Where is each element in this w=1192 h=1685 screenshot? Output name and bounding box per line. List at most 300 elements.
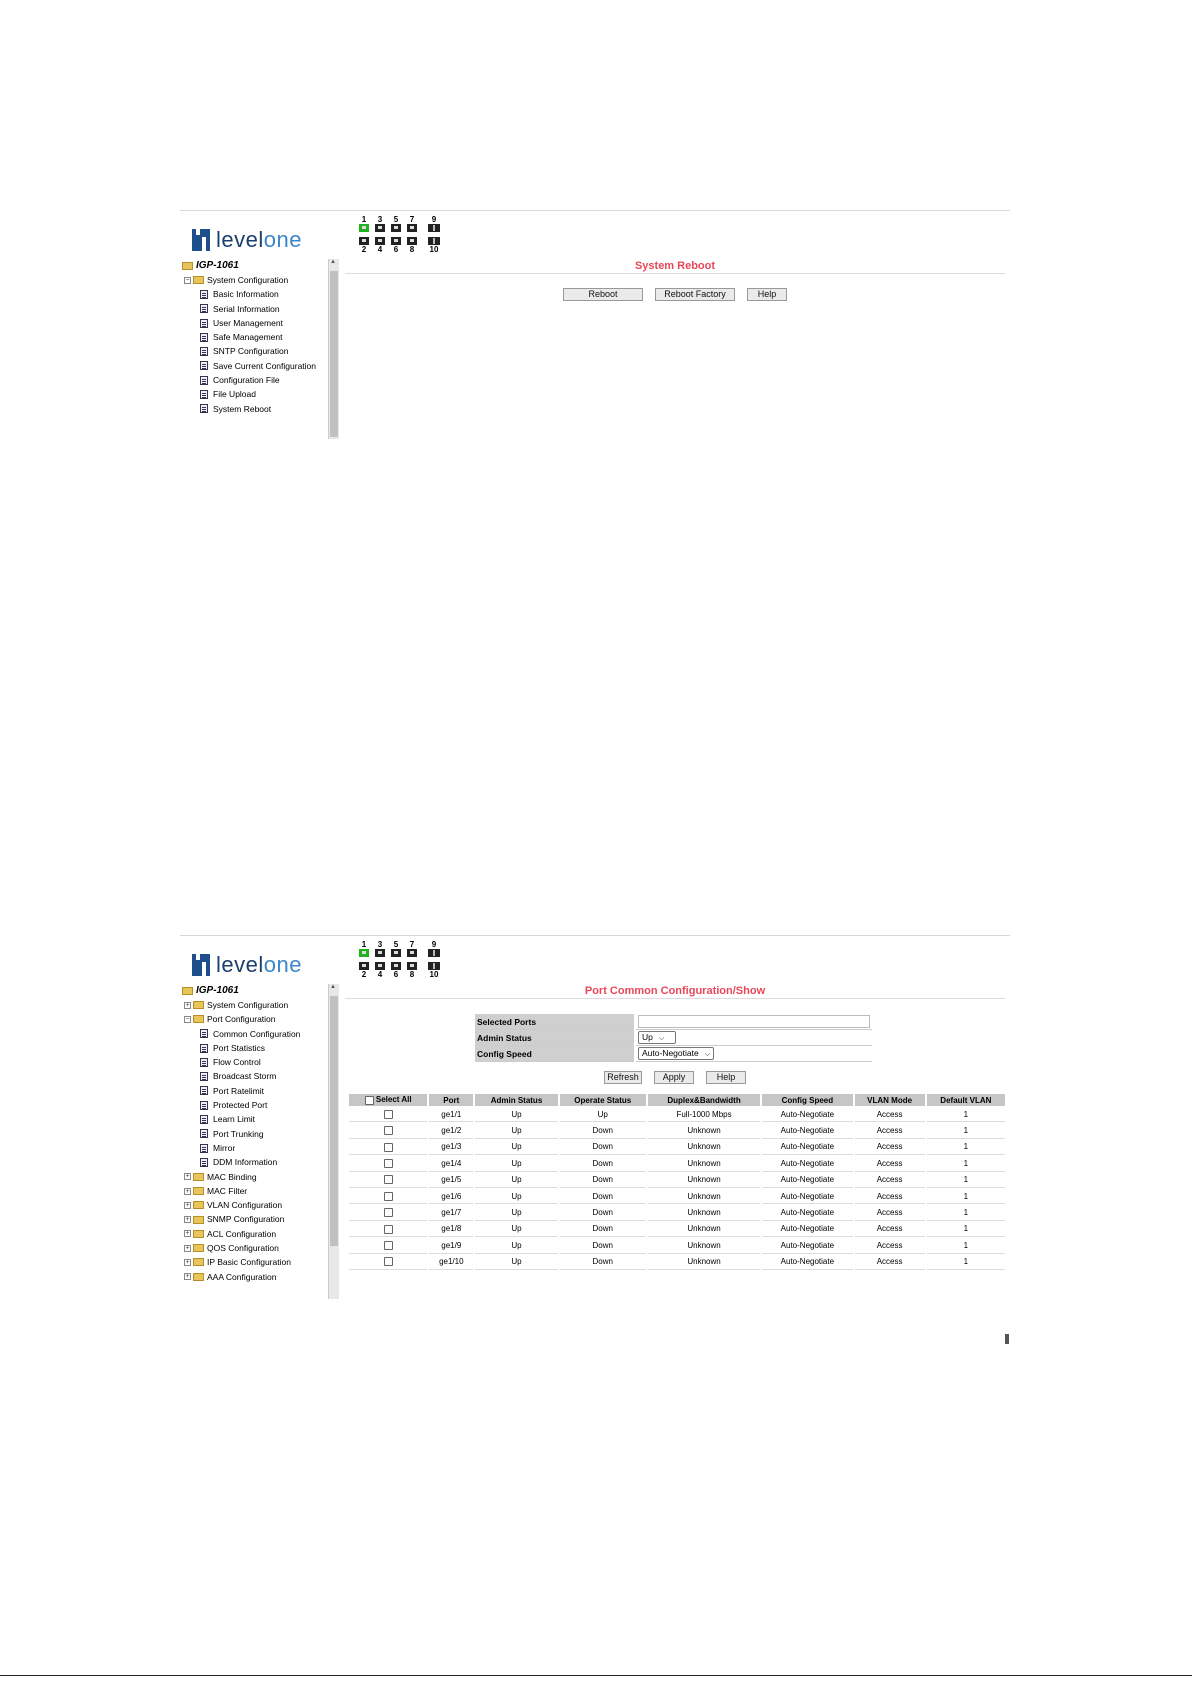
tree-item-label: User Management [213,317,283,328]
tree-item-label: Basic Information [213,289,279,300]
table-cell: Auto-Negotiate [762,1140,852,1155]
port-number-bottom: 8 [409,970,415,979]
row-select-cell[interactable] [349,1123,427,1138]
table-cell: 1 [927,1238,1005,1253]
table-cell: Unknown [648,1189,760,1204]
tree-item-label: System Reboot [213,403,272,414]
tree-item-label: IP Basic Configuration [207,1257,291,1268]
table-row [349,1140,1005,1155]
tree-item-label: Serial Information [213,303,280,314]
logo-text-level: level [216,227,264,252]
table-cell: Down [560,1205,646,1220]
tree-item-label: Flow Control [213,1057,261,1068]
document-icon [200,390,208,399]
tree-item-label: QOS Configuration [207,1243,279,1254]
port-panel [358,215,458,259]
table-cell: 1 [927,1173,1005,1188]
row-select-cell[interactable] [349,1189,427,1204]
document-icon [200,1058,208,1067]
main-content [345,984,1005,1299]
table-cell: Up [475,1173,557,1188]
tree-item-mac-binding[interactable] [182,1170,328,1184]
tree-root-label: IGP-1061 [196,260,239,271]
tree-item-system-configuration[interactable] [182,273,328,287]
logo-text-level: level [216,952,264,977]
navigation-tree [182,984,328,1299]
folder-closed-icon [193,1244,204,1252]
document-icon [200,347,208,356]
table-cell: ge1/10 [429,1255,473,1270]
table-cell: Access [855,1189,925,1204]
port-number-top: 1 [361,940,367,949]
tree-item-system-reboot[interactable] [182,402,328,416]
port-3-icon[interactable] [375,224,385,232]
table-cell: 1 [927,1222,1005,1237]
document-icon [200,1101,208,1110]
scroll-indicator [1005,1334,1009,1344]
tree-root-label: IGP-1061 [196,985,239,996]
table-cell: 1 [927,1189,1005,1204]
expand-toggle-icon[interactable]: + [185,1273,190,1281]
tree-item-broadcast-storm[interactable] [182,1069,328,1083]
tree-item-label: Learn Limit [213,1114,256,1125]
folder-closed-icon [193,1216,204,1224]
table-cell: ge1/6 [429,1189,473,1204]
tree-item-label: Port Ratelimit [213,1085,265,1096]
port-5-icon[interactable] [391,949,401,957]
table-cell: Up [475,1107,557,1122]
port-column [374,215,386,254]
main-content [345,259,1005,301]
folder-open-icon [182,987,193,995]
tree-item-file-upload[interactable] [182,387,328,401]
table-cell: ge1/2 [429,1123,473,1138]
table-row [349,1156,1005,1171]
table-cell: Unknown [648,1222,760,1237]
port-column [358,940,370,979]
table-cell: Access [855,1123,925,1138]
table-row [349,1255,1005,1270]
tree-item-qos-configuration[interactable] [182,1241,328,1255]
collapse-toggle-icon[interactable]: − [185,1015,190,1023]
tree-item-acl-configuration[interactable] [182,1227,328,1241]
table-cell: ge1/1 [429,1107,473,1122]
table-cell: ge1/8 [429,1222,473,1237]
table-cell: Up [475,1123,557,1138]
row-select-cell[interactable] [349,1156,427,1171]
folder-closed-icon [193,1273,204,1281]
port-number-top: 9 [431,215,437,224]
row-checkbox[interactable] [384,1225,393,1234]
chevron-down-icon: ⌵ [704,1051,711,1058]
tree-scrollbar[interactable] [328,259,339,439]
tree-item-label: Safe Management [213,332,283,343]
tree-item-label: MAC Filter [207,1185,248,1196]
expand-toggle-icon[interactable]: + [185,1187,190,1195]
table-cell: Down [560,1140,646,1155]
row-select-cell[interactable] [349,1205,427,1220]
document-icon [200,376,208,385]
row-checkbox[interactable] [384,1192,393,1201]
tree-item-label: Save Current Configuration [213,360,317,371]
tree-item-label: Mirror [213,1142,236,1153]
port-column [390,215,402,254]
logo-text-one: one [263,952,302,977]
port-1-icon[interactable] [359,949,369,957]
select-all-header[interactable] [349,1094,427,1106]
tree-item-aaa-configuration[interactable] [182,1270,328,1284]
expand-toggle-icon[interactable]: + [185,1001,190,1009]
refresh-button[interactable]: Refresh [604,1071,642,1084]
expand-toggle-icon[interactable]: + [185,1244,190,1252]
table-cell: Access [855,1255,925,1270]
port-number-bottom: 4 [377,245,383,254]
selected-ports-input[interactable] [638,1015,870,1028]
table-cell: 1 [927,1123,1005,1138]
port-number-bottom: 4 [377,970,383,979]
table-row [349,1107,1005,1122]
port-column [428,215,440,254]
row-checkbox[interactable] [384,1175,393,1184]
apply-button[interactable]: Apply [654,1071,694,1084]
table-cell: Access [855,1107,925,1122]
document-icon [200,404,208,413]
tree-item-label: DDM Information [213,1157,278,1168]
tree-item-flow-control[interactable] [182,1055,328,1069]
table-cell: Auto-Negotiate [762,1255,852,1270]
folder-open-icon [193,1015,204,1023]
expand-toggle-icon[interactable]: + [185,1201,190,1209]
port-3-icon[interactable] [375,949,385,957]
tree-item-port-configuration[interactable] [182,1012,328,1026]
expand-toggle-icon[interactable]: + [185,1230,190,1238]
document-icon [200,1158,208,1167]
port-10-icon[interactable] [428,237,440,245]
port-7-icon[interactable] [407,949,417,957]
table-cell: Unknown [648,1238,760,1253]
port-number-bottom: 10 [429,245,439,254]
port-6-icon[interactable] [391,237,401,245]
table-cell: Down [560,1189,646,1204]
table-cell: Access [855,1222,925,1237]
tree-item-label: System Configuration [207,275,289,285]
document-icon [200,1044,208,1053]
select-all-checkbox[interactable] [365,1096,374,1105]
document-icon [200,1115,208,1124]
tree-item-label: Port Configuration [207,1014,276,1025]
tree-item-label: File Upload [213,389,256,400]
table-cell: Access [855,1238,925,1253]
page-title: Port Common Configuration/Show [345,984,1005,999]
port-column [428,940,440,979]
table-cell: Down [560,1222,646,1237]
screenshot-system-reboot [180,210,1010,439]
tree-item-safe-management[interactable] [182,330,328,344]
tree-item-label: Port Trunking [213,1128,264,1139]
folder-closed-icon [193,1187,204,1195]
port-number-bottom: 2 [361,245,367,254]
table-cell: Auto-Negotiate [762,1173,852,1188]
table-row [349,1189,1005,1204]
screenshot-port-common-configuration [180,935,1010,1299]
tree-root[interactable] [182,984,328,998]
tree-item-user-management[interactable] [182,316,328,330]
table-row [349,1123,1005,1138]
row-checkbox[interactable] [384,1143,393,1152]
port-5-icon[interactable] [391,224,401,232]
tree-item-label: AAA Configuration [207,1271,277,1282]
table-cell: Unknown [648,1156,760,1171]
port-number-top: 7 [409,215,415,224]
table-cell: Down [560,1255,646,1270]
tree-item-vlan-configuration[interactable] [182,1198,328,1212]
tree-item-common-configuration[interactable] [182,1027,328,1041]
port-config-form [475,1014,872,1062]
row-select-cell[interactable] [349,1140,427,1155]
action-button-row [345,1071,1005,1084]
column-header-admin-status: Admin Status [475,1094,557,1106]
row-select-cell[interactable] [349,1173,427,1188]
expand-toggle-icon[interactable]: + [185,1216,190,1224]
tree-item-port-ratelimit[interactable] [182,1084,328,1098]
config-speed-label: Config Speed [475,1046,635,1062]
port-column [406,940,418,979]
tree-item-configuration-file[interactable] [182,373,328,387]
tree-item-label: ACL Configuration [207,1228,277,1239]
row-checkbox[interactable] [384,1257,393,1266]
select-all-label: Select All [375,1095,412,1105]
port-4-icon[interactable] [375,962,385,970]
port-number-top: 3 [377,940,383,949]
port-column [406,215,418,254]
reboot-button[interactable]: Reboot [563,288,643,301]
tree-root[interactable] [182,259,328,273]
help-button[interactable]: Help [706,1071,746,1084]
scrollbar-thumb[interactable] [330,996,338,1246]
column-header-vlan-mode: VLAN Mode [855,1094,925,1106]
port-number-top: 9 [431,940,437,949]
table-cell: Unknown [648,1140,760,1155]
tree-item-serial-information[interactable] [182,302,328,316]
table-row [349,1222,1005,1237]
row-checkbox[interactable] [384,1159,393,1168]
table-cell: Access [855,1156,925,1171]
tree-item-label: MAC Binding [207,1171,257,1182]
column-header-config-speed: Config Speed [762,1094,852,1106]
port-9-icon[interactable] [428,224,440,232]
tree-item-label: Port Statistics [213,1042,265,1053]
reboot-button-row [345,288,1005,301]
table-cell: 1 [927,1255,1005,1270]
port-number-bottom: 6 [393,970,399,979]
chevron-down-icon: ⌵ [658,1035,665,1042]
expand-toggle-icon[interactable]: + [185,1173,190,1181]
port-number-top: 5 [393,940,399,949]
tree-item-port-statistics[interactable] [182,1041,328,1055]
tree-item-ip-basic-configuration[interactable] [182,1255,328,1269]
tree-item-snmp-configuration[interactable] [182,1212,328,1226]
row-select-cell[interactable] [349,1238,427,1253]
port-column [390,940,402,979]
table-cell: ge1/9 [429,1238,473,1253]
port-column [374,940,386,979]
row-select-cell[interactable] [349,1255,427,1270]
port-number-bottom: 2 [361,970,367,979]
collapse-toggle-icon[interactable]: − [185,276,190,284]
table-cell: Down [560,1238,646,1253]
port-column [358,215,370,254]
column-header-port: Port [429,1094,473,1106]
config-speed-value: Auto-Negotiate [642,1048,699,1058]
table-row [349,1173,1005,1188]
tree-item-sntp-configuration[interactable] [182,344,328,358]
table-cell: Unknown [648,1205,760,1220]
table-cell: Access [855,1173,925,1188]
page-footer-line [0,1675,1192,1676]
table-cell: Up [475,1222,557,1237]
port-number-bottom: 10 [429,970,439,979]
row-checkbox[interactable] [384,1208,393,1217]
port-number-bottom: 6 [393,245,399,254]
table-row [349,1238,1005,1253]
table-cell: 1 [927,1205,1005,1220]
tree-item-save-current-configuration[interactable] [182,359,328,373]
port-number-top: 3 [377,215,383,224]
table-cell: Down [560,1173,646,1188]
table-cell: Auto-Negotiate [762,1189,852,1204]
tree-item-basic-information[interactable] [182,287,328,301]
table-cell: 1 [927,1156,1005,1171]
table-cell: Unknown [648,1123,760,1138]
port-4-icon[interactable] [375,237,385,245]
port-8-icon[interactable] [407,237,417,245]
tree-item-ddm-information[interactable] [182,1155,328,1169]
document-icon [200,290,208,299]
port-number-top: 1 [361,215,367,224]
scroll-up-arrow-icon[interactable]: ▲ [330,984,336,990]
table-cell: Auto-Negotiate [762,1156,852,1171]
document-icon [200,333,208,342]
table-cell: 1 [927,1107,1005,1122]
tree-item-mac-filter[interactable] [182,1184,328,1198]
table-cell: Up [475,1255,557,1270]
table-cell: ge1/5 [429,1173,473,1188]
document-icon [200,1086,208,1095]
document-icon [200,1029,208,1038]
tree-item-mirror[interactable] [182,1141,328,1155]
help-button[interactable]: Help [747,288,787,301]
table-cell: Up [560,1107,646,1122]
tree-scrollbar[interactable] [328,984,339,1299]
table-cell: Up [475,1205,557,1220]
folder-closed-icon [193,1230,204,1238]
admin-status-label: Admin Status [475,1030,635,1046]
port-10-icon[interactable] [428,962,440,970]
port-1-icon[interactable] [359,224,369,232]
folder-open-icon [182,262,193,270]
folder-closed-icon [193,1201,204,1209]
port-table [347,1093,1007,1271]
table-cell: Full-1000 Mbps [648,1107,760,1122]
levelone-logo [192,227,302,253]
port-9-icon[interactable] [428,949,440,957]
table-cell: ge1/4 [429,1156,473,1171]
port-2-icon[interactable] [359,237,369,245]
tree-item-learn-limit[interactable] [182,1112,328,1126]
port-7-icon[interactable] [407,224,417,232]
port-panel [358,940,458,984]
navigation-tree [182,259,328,447]
table-cell: Up [475,1189,557,1204]
tree-item-port-trunking[interactable] [182,1127,328,1141]
row-checkbox[interactable] [384,1241,393,1250]
scrollbar-thumb[interactable] [330,271,338,437]
page-title: System Reboot [345,259,1005,274]
port-number-bottom: 8 [409,245,415,254]
table-cell: Up [475,1156,557,1171]
levelone-logo [192,952,302,978]
port-table-header [349,1094,1005,1106]
column-header-duplex-bandwidth: Duplex&Bandwidth [648,1094,760,1106]
reboot-factory-button[interactable]: Reboot Factory [655,288,735,301]
row-checkbox[interactable] [384,1126,393,1135]
port-number-top: 5 [393,215,399,224]
document-icon [200,304,208,313]
document-icon [200,361,208,370]
config-speed-select[interactable] [638,1047,714,1060]
tree-item-label: Configuration File [213,375,280,386]
row-checkbox[interactable] [384,1110,393,1119]
folder-open-icon [193,276,204,284]
tree-item-label: Common Configuration [213,1028,301,1039]
logo-text-one: one [263,227,302,252]
port-2-icon[interactable] [359,962,369,970]
admin-status-value: Up [642,1032,653,1042]
table-cell: Unknown [648,1173,760,1188]
table-row [349,1205,1005,1220]
selected-ports-label: Selected Ports [475,1014,635,1030]
tree-item-protected-port[interactable] [182,1098,328,1112]
column-header-default-vlan: Default VLAN [927,1094,1005,1106]
table-cell: Auto-Negotiate [762,1107,852,1122]
table-cell: Auto-Negotiate [762,1222,852,1237]
folder-closed-icon [193,1001,204,1009]
table-cell: ge1/7 [429,1205,473,1220]
port-8-icon[interactable] [407,962,417,970]
table-cell: Auto-Negotiate [762,1238,852,1253]
row-select-cell[interactable] [349,1222,427,1237]
port-6-icon[interactable] [391,962,401,970]
table-cell: Access [855,1205,925,1220]
document-icon [200,1129,208,1138]
table-cell: Auto-Negotiate [762,1205,852,1220]
table-cell: Auto-Negotiate [762,1123,852,1138]
tree-item-label: Broadcast Storm [213,1071,277,1082]
expand-toggle-icon[interactable]: + [185,1258,190,1266]
tree-item-label: SNMP Configuration [207,1214,285,1225]
folder-closed-icon [193,1173,204,1181]
table-cell: 1 [927,1140,1005,1155]
tree-item-label: System Configuration [207,1000,289,1010]
scroll-up-arrow-icon[interactable]: ▲ [330,259,336,265]
table-cell: ge1/3 [429,1140,473,1155]
row-select-cell[interactable] [349,1107,427,1122]
table-cell: Unknown [648,1255,760,1270]
table-cell: Down [560,1156,646,1171]
tree-item-system-configuration[interactable] [182,998,328,1012]
admin-status-select[interactable] [638,1031,676,1044]
port-number-top: 7 [409,940,415,949]
